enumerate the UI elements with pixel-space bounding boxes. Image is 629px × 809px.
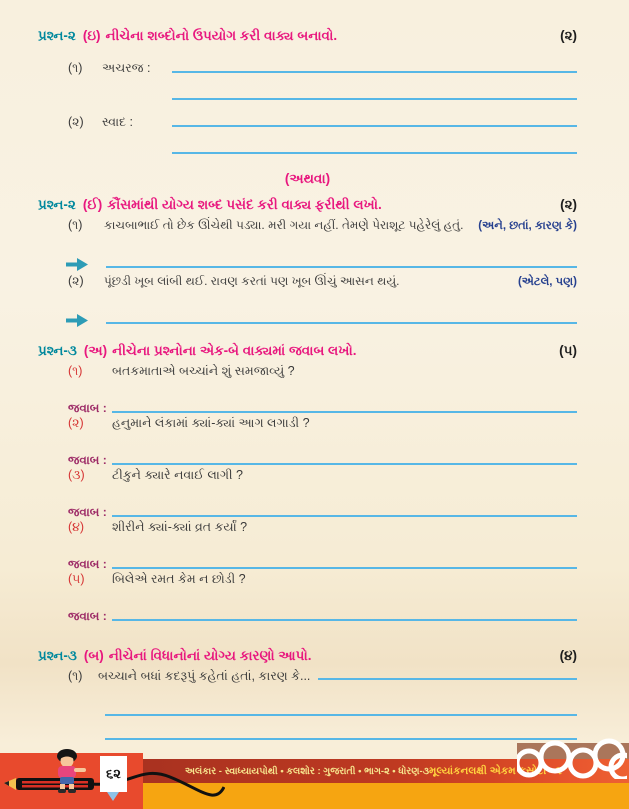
item-number: (૨) <box>68 115 84 129</box>
item-number: (૨) <box>68 416 84 430</box>
item-number: (૧) <box>68 669 83 683</box>
marks-badge: (૨) <box>560 197 577 212</box>
question-row <box>68 364 577 390</box>
answer-row <box>66 243 577 271</box>
section-header <box>38 197 577 213</box>
question-subletter: (ઇ) <box>82 28 101 43</box>
test-series-label: મૂલ્યાંકનલક્ષી એકમ કસોટી - ૨ <box>429 764 562 777</box>
answer-label: જવાબ : <box>68 609 107 623</box>
item-number: (૧) <box>68 61 83 75</box>
question-row <box>68 468 577 494</box>
answer-row <box>68 546 577 572</box>
spacer <box>38 327 577 343</box>
question-text: બિલેએ રમત કેમ ન છોડી ? <box>112 572 246 586</box>
item-number: (૫) <box>68 572 85 586</box>
answer-label: જવાબ : <box>68 557 107 571</box>
answer-line <box>172 71 577 73</box>
item-number: (૧) <box>68 364 83 378</box>
question-number: પ્રશ્ન-૨ <box>38 197 76 212</box>
item-number: (૪) <box>68 520 85 534</box>
question-title-text: નીચેના પ્રશ્નોના એક-બે વાક્યમાં જવાબ લખો. <box>112 343 357 358</box>
section-header <box>38 343 577 359</box>
item-number: (૨) <box>68 274 84 288</box>
section-q2-e <box>38 28 577 157</box>
question-number: પ્રશ્ન-૩ <box>38 343 77 358</box>
answer-line <box>106 322 577 324</box>
question-number: પ્રશ્ન-૨ <box>38 28 76 43</box>
answer-line <box>172 125 577 127</box>
spacer <box>38 624 577 640</box>
marks-badge: (૪) <box>559 648 577 663</box>
marks-badge: (૫) <box>559 343 577 358</box>
blank-row <box>38 76 577 103</box>
question-row <box>68 218 577 243</box>
question-title-text: નીચેનાં વિધાનોનાં યોગ્ય કારણો આપો. <box>108 648 312 663</box>
answer-row <box>105 695 577 719</box>
book-info-text: અલંકાર - સ્વાધ્યાયપોથી • કલશોર : ગુજરાતી • ભાગ-૨ • ધોરણ-૩ <box>185 765 430 777</box>
question-text: કાચબાભાઈ તો છેક ઊંચેથી પડ્યા. મરી ગયા નહીં. તેમણે પેરાશૂટ પહેરેલું હતું. <box>104 218 464 232</box>
question-subletter: (ઈ) <box>82 197 103 212</box>
question-title-text: નીચેના શબ્દોનો ઉપયોગ કરી વાક્ય બનાવો. <box>105 28 338 43</box>
word-row <box>38 103 577 130</box>
arrow-icon <box>66 258 106 271</box>
answer-line <box>172 98 577 100</box>
question-title <box>83 197 552 213</box>
answer-line <box>112 515 577 517</box>
item-number: (૧) <box>68 218 83 232</box>
answer-line <box>112 411 577 413</box>
answer-row <box>68 390 577 416</box>
blank-row <box>38 130 577 157</box>
answer-line <box>112 463 577 465</box>
section-q3-a <box>38 343 577 624</box>
item-number: (૩) <box>68 468 85 482</box>
answer-line <box>105 714 577 716</box>
question-subletter: (બ) <box>83 648 104 663</box>
question-text: હનુમાને લંકામાં ક્યાં-ક્યાં આગ લગાડી ? <box>112 416 310 430</box>
section-header <box>38 28 577 44</box>
answer-label: જવાબ : <box>68 505 107 519</box>
spacer <box>38 640 577 648</box>
answer-row <box>68 598 577 624</box>
question-title-text: કૌંસમાંથી યોગ્ય શબ્દ પસંદ કરી વાક્ય ફરીથી લખો. <box>107 197 382 212</box>
answer-row <box>66 299 577 327</box>
question-row <box>68 520 577 546</box>
answer-line <box>318 678 577 680</box>
answer-label: જવાબ : <box>68 453 107 467</box>
answer-row <box>68 442 577 468</box>
question-row <box>68 274 577 299</box>
item-word: અચરજ : <box>102 61 151 75</box>
section-q2-i <box>38 197 577 327</box>
word-row <box>38 49 577 76</box>
answer-row <box>68 494 577 520</box>
question-row <box>68 416 577 442</box>
answer-label: જવાબ : <box>68 401 107 415</box>
rings-decoration-icon <box>517 733 627 779</box>
flag-icon <box>107 792 119 801</box>
question-title <box>84 648 552 664</box>
answer-line <box>112 567 577 569</box>
question-text: પૂંછડી ખૂબ લાંબી થઈ. રાવણ કરતાં પણ ખૂબ ઊંચું આસન થયું. <box>104 274 400 288</box>
item-word: સ્વાદ : <box>102 115 133 129</box>
answer-row <box>105 719 577 743</box>
question-text: બતકમાતાએ બચ્ચાંને શું સમજાવ્યું ? <box>112 364 295 378</box>
question-title <box>84 343 551 359</box>
bracket-options: (અને, છતાં, કારણ કે) <box>478 220 577 232</box>
question-title <box>83 28 552 44</box>
answer-line <box>112 619 577 621</box>
section-header <box>38 648 577 664</box>
question-text: ટીકુને ક્યારે નવાઈ લાગી ? <box>112 468 243 482</box>
answer-line <box>106 266 577 268</box>
marks-badge: (૨) <box>560 28 577 43</box>
question-row <box>68 572 577 598</box>
question-subletter: (અ) <box>83 343 108 358</box>
question-text: બચ્ચાને બધાં કદરૂપું કહેતાં હતાં, કારણ કે... <box>98 669 311 683</box>
question-text: શીરીને ક્યાં-ક્યાં વ્રત કર્યાં ? <box>112 520 248 534</box>
answer-line <box>172 152 577 154</box>
answer-line <box>105 738 577 740</box>
arrow-icon <box>66 314 106 327</box>
worksheet-content <box>38 28 577 767</box>
page-number: ૬૨ <box>100 756 127 792</box>
question-number: પ્રશ્ન-૩ <box>38 648 77 663</box>
bracket-options: (એટલે, પણ) <box>517 276 577 288</box>
question-row <box>68 669 577 695</box>
or-label: (અથવા) <box>284 171 331 186</box>
